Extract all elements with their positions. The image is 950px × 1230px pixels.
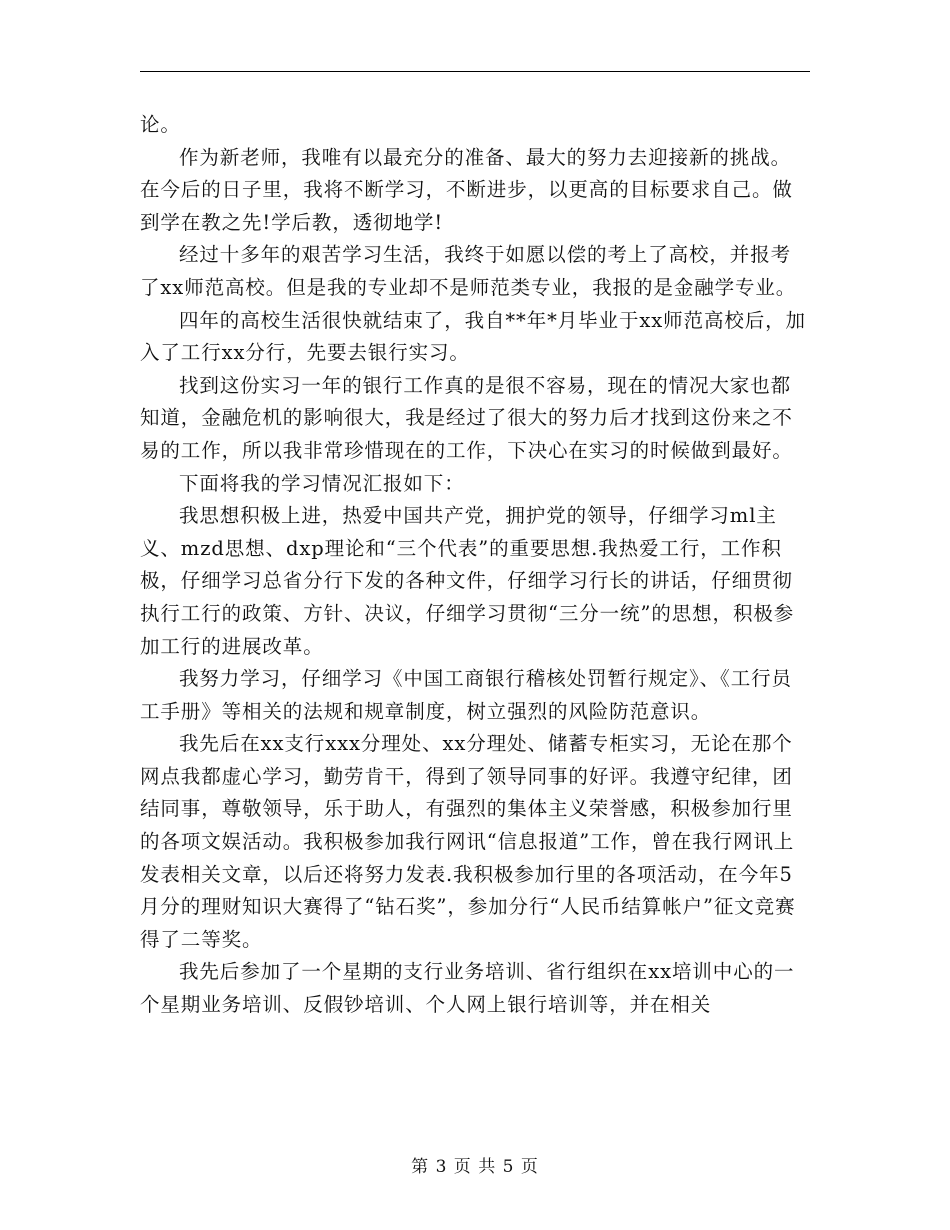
paragraph: 四年的高校生活很快就结束了，我自**年*月毕业于xx师范高校后，加入了工行xx分行，先要去银行实习。: [140, 308, 806, 365]
paragraph: 我努力学习，仔细学习《中国工商银行稽核处罚暂行规定》、《工行员工手册》等相关的法规和规章制度，树立强烈的风险防范意识。: [140, 667, 792, 723]
paragraph: 找到这份实习一年的银行工作真的是很不容易，现在的情况大家也都知道，金融危机的影响很大，我是经过了很大的努力后才找到这份来之不易的工作，所以我非常珍惜现在的工作，下决心在实习的时候做到最好。: [140, 373, 793, 462]
paragraph-continuation: 论。: [140, 113, 181, 136]
header-rule: [140, 71, 810, 72]
paragraph: 我先后参加了一个星期的支行业务培训、省行组织在xx培训中心的一个星期业务培训、反假钞培训、个人网上银行培训等，并在相关: [140, 960, 795, 1017]
paragraph: 作为新老师，我唯有以最充分的准备、最大的努力去迎接新的挑战。在今后的日子里，我将不断学习，不断进步，以更高的目标要求自己。做到学在教之先!学后教，透彻地学!: [140, 145, 793, 234]
page-footer: 第 3 页 共 5 页: [411, 1157, 539, 1177]
document-body: [140, 109, 810, 1022]
paragraph: 下面将我的学习情况汇报如下：: [179, 471, 465, 495]
paragraph: 我先后在xx支行xxx分理处、xx分理处、储蓄专柜实习，无论在那个网点我都虚心学习，勤劳肯干，得到了领导同事的好评。我遵守纪律，团结同事，尊敬领导，乐于助人，有强烈的集体主义荣誉感，积极参加行里的各项文娱活动。我积极参加我行网讯“信息报道”工作，曾在我行网讯上发表相关文章，以后还将努力发表.我积极参加行里的各项活动，在今年5月分的理财知识大赛得了“钻石奖”，参加分行“人民币结算帐户”征文竞赛得了二等奖。: [140, 732, 796, 951]
paragraph: 经过十多年的艰苦学习生活，我终于如愿以偿的考上了高校，并报考了xx师范高校。但是我的专业却不是师范类专业，我报的是金融学专业。: [140, 243, 797, 299]
paragraph: 我思想积极上进，热爱中国共产党，拥护党的领导，仔细学习ml主义、mzd思想、dxp理论和“三个代表”的重要思想.我热爱工行，工作积极，仔细学习总省分行下发的各种文件，仔细学习行长的讲话，仔细贯彻执行工行的政策、方针、决议，仔细学习贯彻“三分一统”的思想，积极参加工行的进展改革。: [140, 504, 795, 658]
